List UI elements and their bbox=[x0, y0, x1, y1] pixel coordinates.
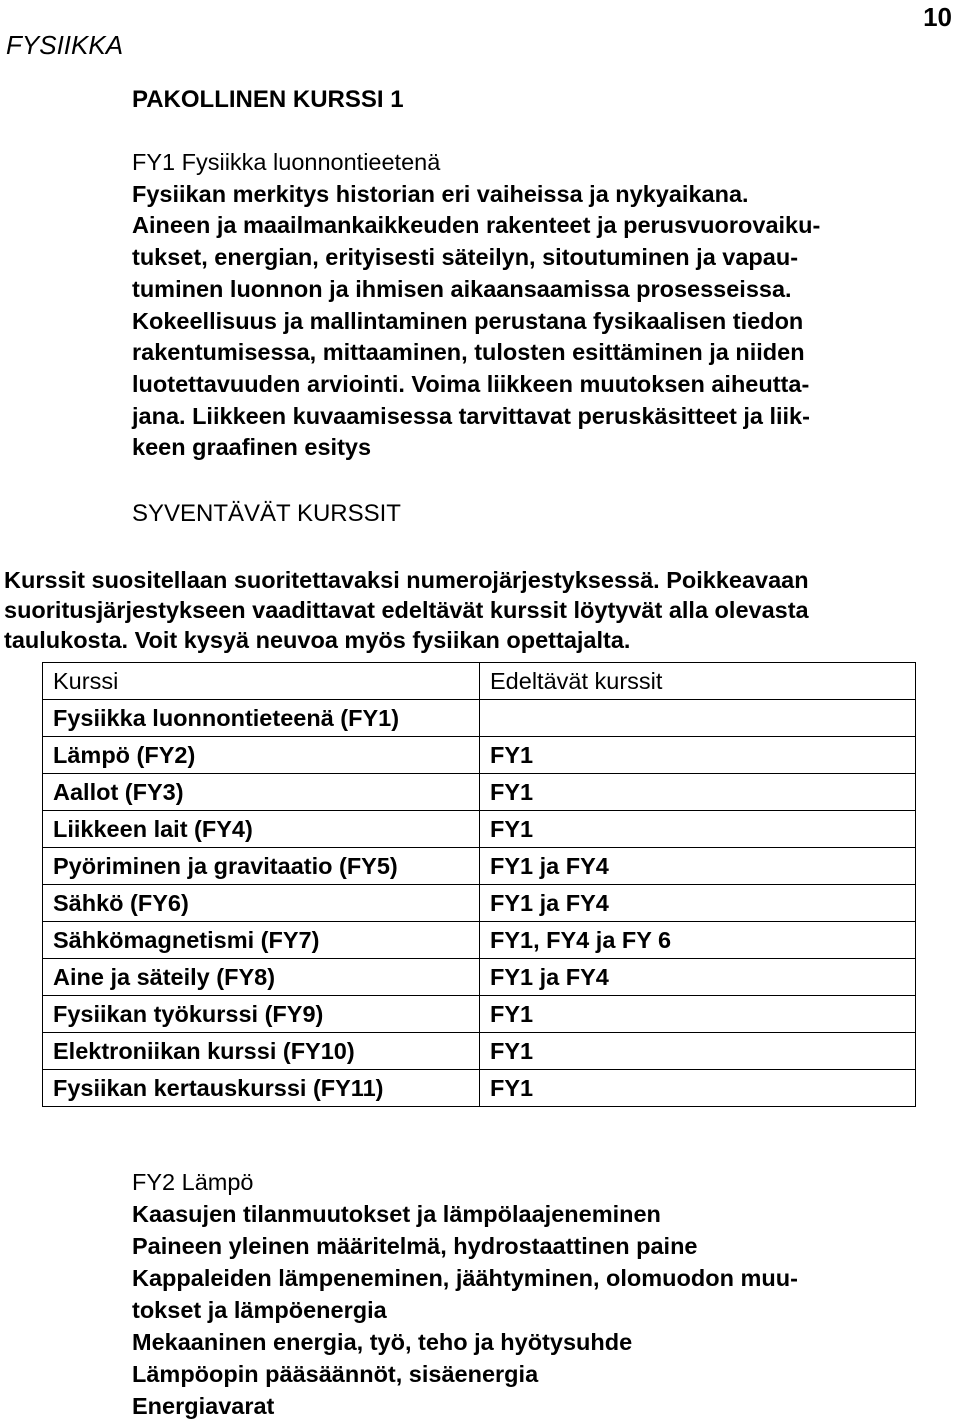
fy1-desc-line: luotettavuuden arviointi. Voima liikkeen muutoksen aiheutta- bbox=[132, 370, 810, 397]
recommendation-line: Kurssit suositellaan suoritettavaksi numerojärjestyksessä. Poikkeavaan bbox=[4, 567, 809, 593]
fy2-topic-line: Kaasujen tilanmuutokset ja lämpölaajeneminen bbox=[132, 1201, 661, 1227]
course-cell: Fysiikan työkurssi (FY9) bbox=[43, 996, 480, 1033]
mandatory-course-heading: PAKOLLINEN KURSSI 1 bbox=[132, 86, 404, 113]
table-row bbox=[43, 885, 916, 922]
fy1-course-block bbox=[132, 147, 947, 464]
table-row bbox=[43, 700, 916, 737]
fy2-topic-line: Kappaleiden lämpeneminen, jäähtyminen, olomuodon muu- bbox=[132, 1265, 798, 1291]
fy1-desc-line: Fysiikan merkitys historian eri vaiheissa ja nykyaikana. bbox=[132, 180, 749, 207]
table-row bbox=[43, 959, 916, 996]
page-number: 10 bbox=[923, 2, 952, 32]
prereq-cell: FY1 bbox=[480, 774, 916, 811]
prereq-cell: FY1 bbox=[480, 1033, 916, 1070]
prereq-cell bbox=[480, 700, 916, 737]
fy1-desc-line: Kokeellisuus ja mallintaminen perustana fysikaalisen tiedon bbox=[132, 307, 804, 334]
table-row bbox=[43, 774, 916, 811]
table-row bbox=[43, 811, 916, 848]
fy2-topic-line: Energiavarat bbox=[132, 1393, 275, 1419]
prereq-cell: FY1 ja FY4 bbox=[480, 848, 916, 885]
prereq-cell: FY1, FY4 ja FY 6 bbox=[480, 922, 916, 959]
table-row bbox=[43, 848, 916, 885]
recommendation-line: taulukosta. Voit kysyä neuvoa myös fysiikan opettajalta. bbox=[4, 627, 631, 653]
course-cell: Elektroniikan kurssi (FY10) bbox=[43, 1033, 480, 1070]
table-row bbox=[43, 1033, 916, 1070]
recommendation-line: suoritusjärjestykseen vaadittavat edeltävät kurssit löytyvät alla olevasta bbox=[4, 597, 809, 623]
recommendation-paragraph bbox=[4, 565, 958, 655]
fy1-desc-line: tuminen luonnon ja ihmisen aikaansaamissa prosesseissa. bbox=[132, 275, 792, 302]
prereq-cell: FY1 bbox=[480, 811, 916, 848]
column-header-course: Kurssi bbox=[43, 663, 480, 700]
page-title: FYSIIKKA bbox=[6, 30, 124, 60]
prereq-cell: FY1 ja FY4 bbox=[480, 885, 916, 922]
fy2-course-block bbox=[132, 1166, 947, 1422]
fy1-desc-line: tukset, energian, erityisesti säteilyn, sitoutuminen ja vapau- bbox=[132, 244, 799, 271]
fy1-course-description bbox=[132, 179, 947, 464]
course-cell: Sähkömagnetismi (FY7) bbox=[43, 922, 480, 959]
fy1-desc-line: keen graafinen esitys bbox=[132, 434, 372, 461]
course-cell: Liikkeen lait (FY4) bbox=[43, 811, 480, 848]
fy2-topic-line: Paineen yleinen määritelmä, hydrostaattinen paine bbox=[132, 1233, 698, 1259]
course-cell: Aallot (FY3) bbox=[43, 774, 480, 811]
fy2-topic-line: Mekaaninen energia, työ, teho ja hyötysuhde bbox=[132, 1329, 633, 1355]
course-cell: Sähkö (FY6) bbox=[43, 885, 480, 922]
column-header-prerequisites: Edeltävät kurssit bbox=[480, 663, 916, 700]
fy1-desc-line: rakentumisessa, mittaaminen, tulosten esittäminen ja niiden bbox=[132, 339, 805, 366]
table-row bbox=[43, 1070, 916, 1107]
course-cell: Fysiikan kertauskurssi (FY11) bbox=[43, 1070, 480, 1107]
fy1-desc-line: Aineen ja maailmankaikkeuden rakenteet ja perusvuorovaiku- bbox=[132, 212, 821, 239]
fy2-course-name: FY2 Lämpö bbox=[132, 1169, 254, 1195]
fy2-topic-line: tokset ja lämpöenergia bbox=[132, 1297, 387, 1323]
prereq-cell: FY1 bbox=[480, 996, 916, 1033]
course-cell: Fysiikka luonnontieteenä (FY1) bbox=[43, 700, 480, 737]
prereq-cell: FY1 ja FY4 bbox=[480, 959, 916, 996]
fy2-topic-line: Lämpöopin pääsäännöt, sisäenergia bbox=[132, 1361, 539, 1387]
table-row bbox=[43, 737, 916, 774]
table-row bbox=[43, 996, 916, 1033]
prerequisite-table bbox=[42, 662, 916, 1107]
course-cell: Pyöriminen ja gravitaatio (FY5) bbox=[43, 848, 480, 885]
fy1-desc-line: jana. Liikkeen kuvaamisessa tarvittavat peruskäsitteet ja liik- bbox=[132, 402, 810, 429]
table-row bbox=[43, 922, 916, 959]
prereq-cell: FY1 bbox=[480, 737, 916, 774]
course-cell: Lämpö (FY2) bbox=[43, 737, 480, 774]
prereq-cell: FY1 bbox=[480, 1070, 916, 1107]
course-cell: Aine ja säteily (FY8) bbox=[43, 959, 480, 996]
fy1-course-name: FY1 Fysiikka luonnontieetenä bbox=[132, 149, 441, 175]
table-header-row bbox=[43, 663, 916, 700]
advanced-courses-heading: SYVENTÄVÄT KURSSIT bbox=[132, 500, 401, 527]
